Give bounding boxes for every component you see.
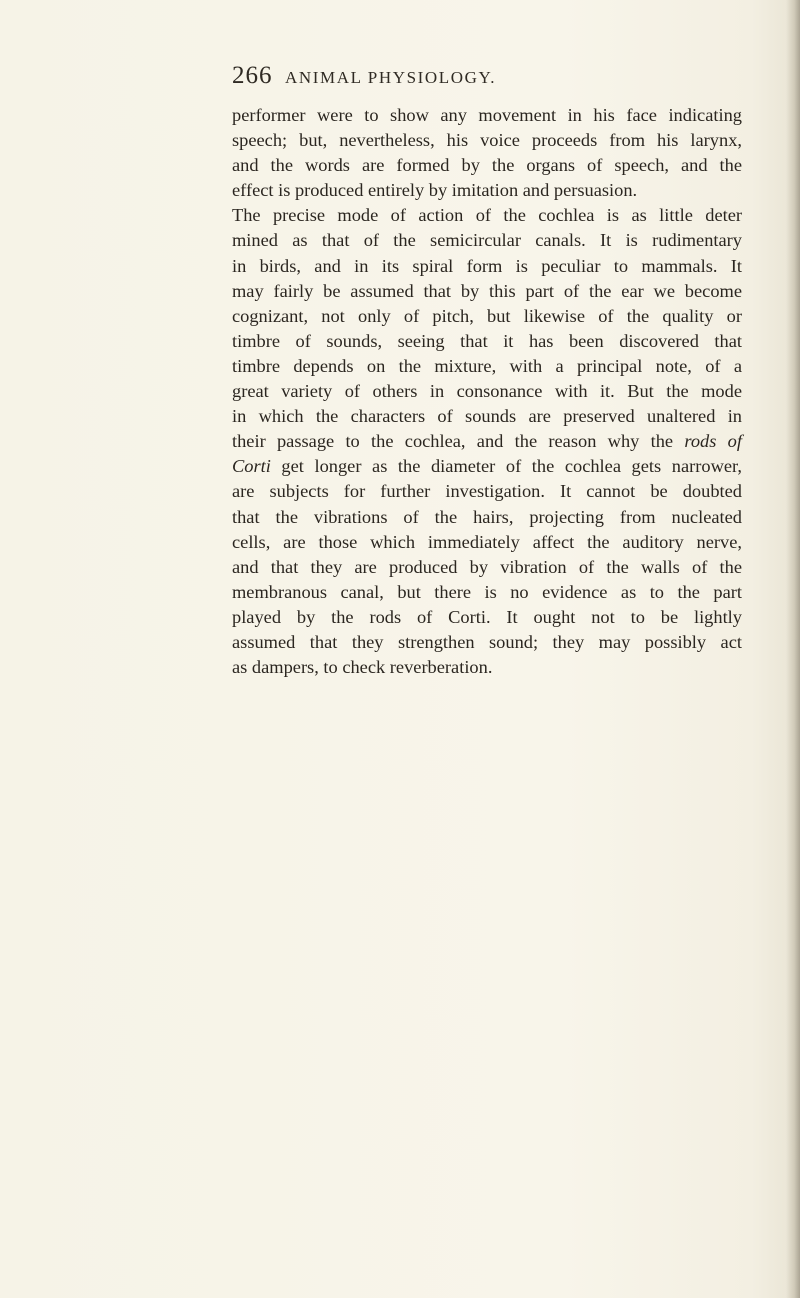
text-fragment: get longer as the diameter of the cochlea gets narrower, (270, 456, 742, 477)
text-line: played by the rods of Corti. It ought not to be lightly (232, 606, 742, 627)
text-line (232, 454, 742, 479)
italic-term: Corti (232, 456, 271, 477)
running-title: ANIMAL PHYSIOLOGY. (285, 68, 497, 87)
text-line: timbre depends on the mixture, with a principal note, of a (232, 355, 742, 376)
text-line: are subjects for further investigation. It cannot be doubted (232, 481, 742, 502)
text-line: performer were to show any movement in his face indicating (232, 105, 742, 125)
text-line: The precise mode of action of the cochlea is as little deter (232, 205, 742, 226)
text-line: speech; but, nevertheless, his voice proceeds from his larynx, (232, 130, 742, 151)
text-line: cells, are those which immediately affect the auditory nerve, (232, 531, 742, 552)
text-line: in which the characters of sounds are preserved unaltered in (232, 406, 742, 427)
text-line: that the vibrations of the hairs, projecting from nucleated (232, 506, 742, 527)
text-line: cognizant, not only of pitch, but likewise of the quality or (232, 305, 742, 326)
text-line: timbre of sounds, seeing that it has been discovered that (232, 330, 742, 351)
text-fragment: their passage to the cochlea, and the reason why the (232, 431, 685, 452)
text-line: as dampers, to check reverberation. (232, 657, 493, 678)
text-line: membranous canal, but there is no evidence as to the part (232, 581, 742, 602)
italic-term: rods of (684, 431, 742, 452)
page-number: 266 (232, 62, 273, 89)
text-line (232, 429, 742, 454)
text-line: may fairly be assumed that by this part of the ear we become (232, 280, 742, 301)
text-line: mined as that of the semicircular canals. It is rudimentary (232, 230, 742, 251)
text-line: in birds, and in its spiral form is peculiar to mammals. It (232, 255, 742, 276)
text-line: great variety of others in consonance with it. But the mode (232, 381, 742, 402)
text-line: and the words are formed by the organs of speech, and the (232, 155, 742, 176)
text-line: and that they are produced by vibration of the walls of the (232, 556, 742, 577)
text-line: assumed that they strengthen sound; they may possibly act (232, 631, 742, 652)
body-paragraphs (232, 103, 742, 680)
text-line: effect is produced entirely by imitation and persuasion. (232, 180, 638, 201)
page-edge-shadow (786, 0, 800, 1298)
